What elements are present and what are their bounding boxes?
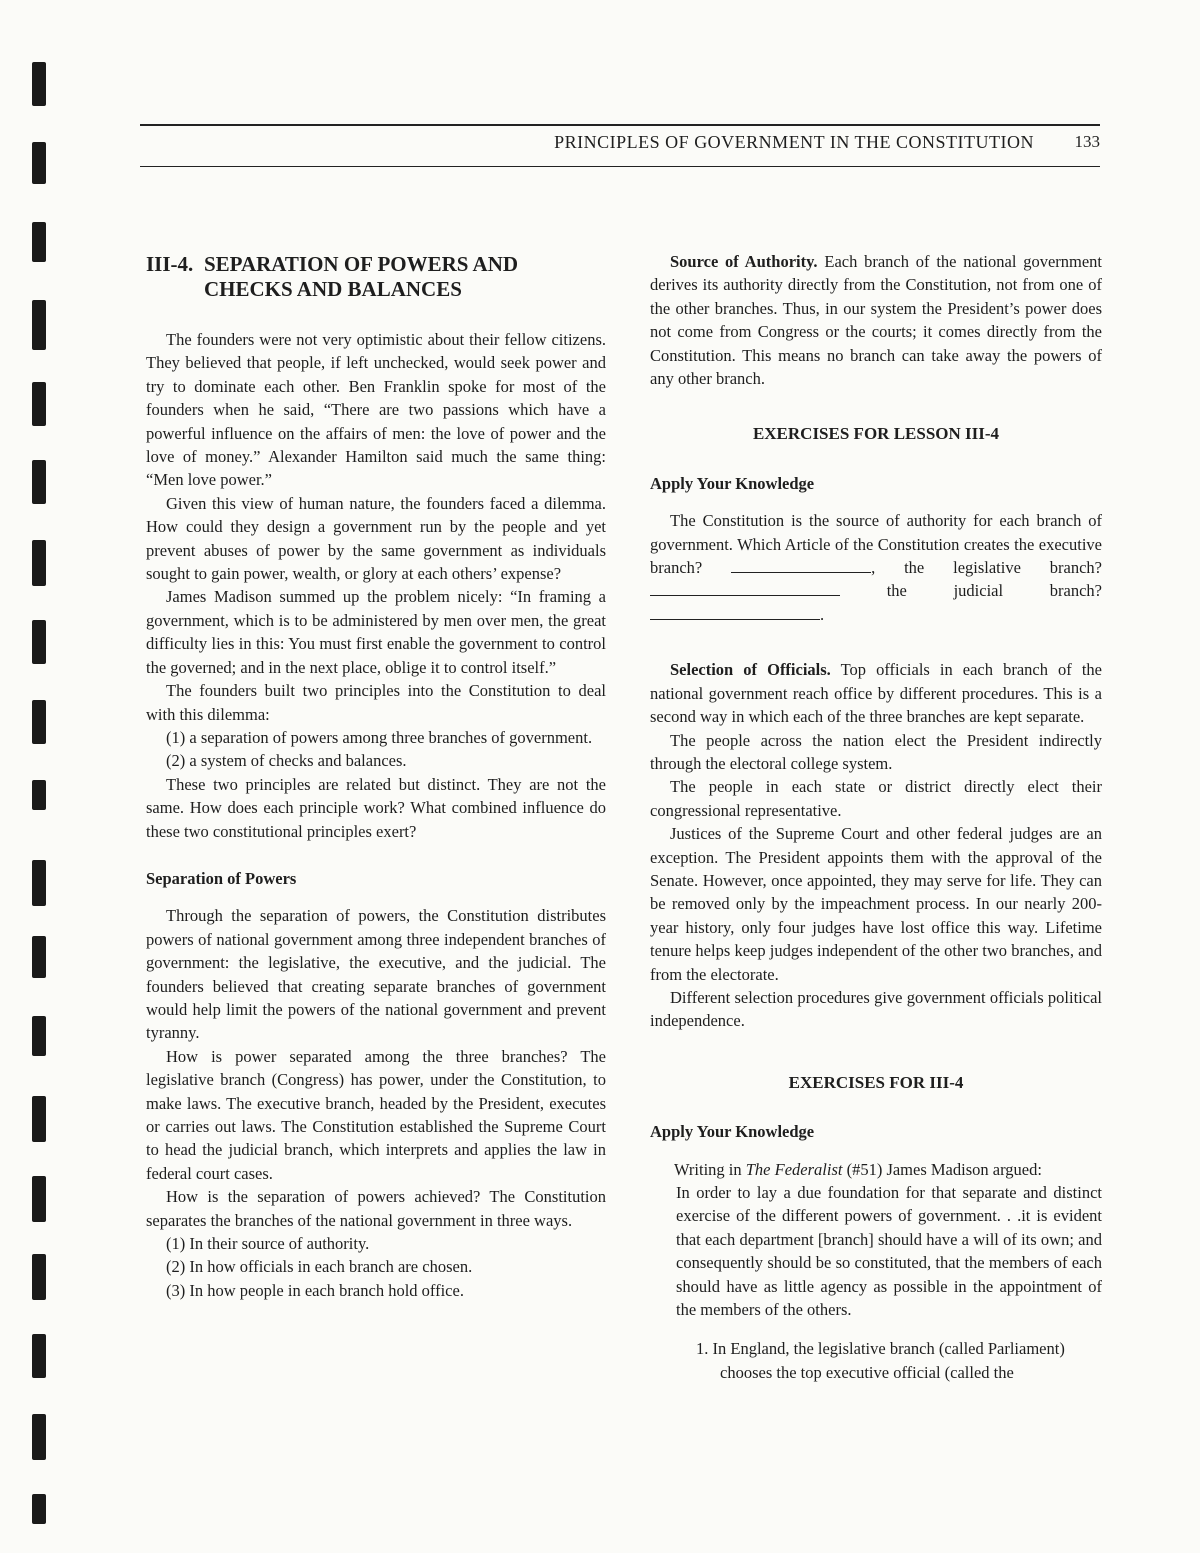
binding-mark	[32, 142, 46, 184]
exercise-item: 1. In England, the legislative branch (called Parliament) chooses the top executive official (called the	[696, 1339, 1065, 1382]
paragraph: Justices of the Supreme Court and other federal judges are an exception. The President appoints them with the approval of the Senate. However, once appointed, they may serve for life. They can be removed only by the impeachment process. In our nearly 200-year history, only four judges have lost office this way. Lifetime tenure helps keep judges independent of the other two branches, and from the electorate.	[650, 824, 1102, 984]
binding-mark	[32, 780, 46, 810]
source-text: Each branch of the national government derives its authority directly from the Constitution, not from one of the other branches. Thus, in our system the President’s power does not come from Congress or the courts; it comes directly from the Constitution. This means no branch can take away the powers of any other branch.	[650, 252, 1103, 389]
apply-heading: Apply Your Knowledge	[650, 1122, 815, 1142]
binding-mark	[32, 1096, 46, 1142]
binding-mark	[32, 62, 46, 106]
source-paragraph	[650, 250, 1102, 390]
binding-mark	[32, 620, 46, 664]
list-item: (3) In how people in each branch hold office.	[166, 1280, 464, 1300]
binding-mark	[32, 222, 46, 262]
exercise-paragraph	[650, 509, 1102, 626]
page-header	[140, 128, 1100, 154]
paragraph: The people in each state or district directly elect their congressional representative.	[650, 777, 1102, 820]
answer-blank-legislative[interactable]	[650, 581, 840, 596]
binding-mark	[32, 1414, 46, 1460]
selection-paragraph	[650, 658, 1102, 728]
paragraph: Different selection procedures give government officials political independence.	[650, 987, 1102, 1031]
left-column	[146, 250, 606, 1302]
selection-heading: Selection of Officials.	[670, 660, 831, 680]
binding-mark	[32, 1016, 46, 1056]
paragraph: The founders were not very optimistic about their fellow citizens. They believed that people, if left unchecked, would seek power and try to dominate each other. Ben Franklin spoke for most of the founders when he said, “There are two passions which have a powerful influence on the affairs of men: the love of power and the love of money.” Alexander Hamilton said much the same thing: “Men love power.”	[146, 330, 606, 490]
paragraph: How is power separated among the three branches? The legislative branch (Congress) has power, under the Constitution, to make laws. The executive branch, headed by the President, executes or carries out laws. The Constitution established the Supreme Court to head the judicial branch, which interprets and applies the law in federal court cases.	[146, 1046, 606, 1183]
madison-quote: In order to lay a due foundation for that separate and distinct exercise of the different powers of government. . .it is evident that each department [branch] should have a will of its own; and consequently should be so constituted, that the members of each should have as little agency as possible in the appointment of the members of the others.	[676, 1183, 1102, 1320]
header-rule-bottom	[140, 166, 1100, 167]
federalist-intro	[650, 1158, 1102, 1181]
separation-heading: Separation of Powers	[146, 868, 297, 888]
paragraph: Given this view of human nature, the founders faced a dilemma. How could they design a government run by the people and yet prevent abuses of power by the same government as individuals sought to gain power, wealth, or glory at each others’ expense?	[146, 493, 606, 584]
exercise-text: the judicial branch?	[840, 581, 1102, 601]
binding-mark	[32, 300, 46, 350]
apply-heading: Apply Your Knowledge	[650, 473, 815, 493]
intro-text: (#51) James Madison argued:	[842, 1159, 1042, 1179]
running-title: PRINCIPLES OF GOVERNMENT IN THE CONSTITUTION	[554, 132, 1034, 152]
paragraph: Through the separation of powers, the Constitution distributes powers of national government among three independent branches of government: the legislative, the executive, and the judicial. The founders believed that creating separate branches of government would help limit the powers of the national government and prevent tyranny.	[146, 906, 606, 1043]
right-column	[650, 250, 1102, 1384]
paragraph: How is the separation of powers achieved? The Constitution separates the branches of the national government in three ways.	[146, 1187, 606, 1230]
binding-mark	[32, 1494, 46, 1524]
exercises-heading: EXERCISES FOR LESSON III-4	[752, 424, 1000, 444]
list-item: (1) In their source of authority.	[166, 1234, 370, 1254]
page-number: 133	[1074, 132, 1100, 151]
binding-mark	[32, 382, 46, 426]
exercise-text: .	[820, 604, 825, 624]
answer-blank-executive[interactable]	[731, 558, 871, 573]
source-heading: Source of Authority.	[670, 252, 818, 271]
binding-mark	[32, 460, 46, 504]
selection-text: Top officials in each branch of the national government reach office by different procedures. This is a second way in which each of the three branches are kept separate.	[650, 660, 1102, 727]
exercise-text: , the legislative branch?	[871, 558, 1103, 578]
list-item: (2) In how officials in each branch are chosen.	[166, 1257, 473, 1277]
lesson-title-line2: CHECKS AND BALANCES	[204, 277, 462, 301]
binding-mark	[32, 1254, 46, 1300]
binding-mark	[32, 860, 46, 906]
paragraph: These two principles are related but distinct. They are not the same. How does each principle work? What combined influence do these two constitutional principles exert?	[146, 774, 606, 841]
intro-text: Writing in	[674, 1159, 746, 1179]
binding-mark	[32, 936, 46, 978]
binding-mark	[32, 540, 46, 586]
paragraph: James Madison summed up the problem nicely: “In framing a government, which is to be administered by men over men, the great difficulty lies in this: You must first enable the government to control the governed; and in the next place, oblige it to control itself.”	[146, 587, 606, 677]
lesson-title	[146, 252, 606, 302]
paragraph: The founders built two principles into the Constitution to deal with this dilemma:	[146, 681, 606, 724]
binding-mark	[32, 1334, 46, 1378]
exercises-heading: EXERCISES FOR III-4	[788, 1072, 964, 1092]
federalist-title: The Federalist	[745, 1159, 843, 1179]
binding-marks	[28, 0, 68, 1553]
header-rule-top	[140, 124, 1100, 126]
lesson-title-line1: SEPARATION OF POWERS AND	[204, 252, 519, 276]
exercise-text: The Constitution is the source of authority for each branch of government. Which Article of the Constitution creates the executive branch?	[650, 511, 1102, 578]
paragraph: The people across the nation elect the President indirectly through the electoral college system.	[650, 730, 1102, 773]
answer-blank-judicial[interactable]	[650, 605, 820, 620]
binding-mark	[32, 700, 46, 744]
paragraph: (1) a separation of powers among three branches of government.	[166, 727, 593, 747]
paragraph: (2) a system of checks and balances.	[166, 751, 407, 771]
binding-mark	[32, 1176, 46, 1222]
lesson-number: III-4.	[146, 252, 194, 276]
